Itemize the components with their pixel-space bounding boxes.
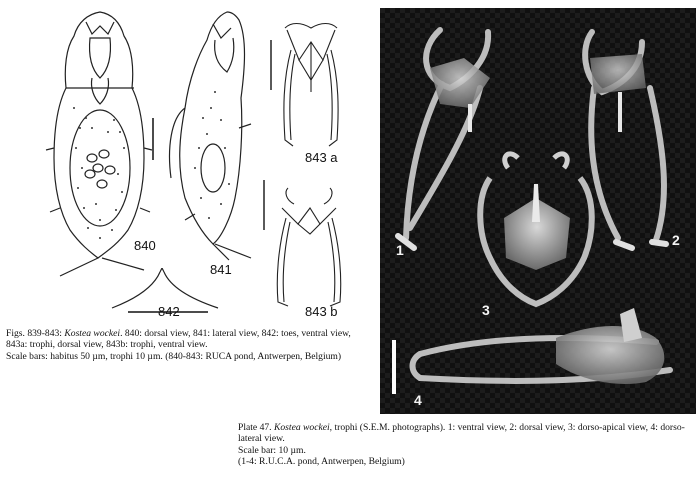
caption-right-text: , trophi (S.E.M. photographs). 1: ventral view, 2: dorsal view, 3: dorso-apical view, 4: dorso-lateral view. — [238, 422, 685, 445]
plate-label-4: 4 — [414, 392, 422, 408]
sem-photograph-composite — [380, 8, 696, 414]
figure-841-lateral-view — [155, 8, 265, 268]
caption-right-species: Kostea wockei — [273, 422, 330, 433]
plate-47-sem-photographs — [380, 8, 696, 414]
caption-right-scale: Scale bar: 10 µm. — [238, 444, 306, 456]
plate-label-1: 1 — [396, 242, 404, 258]
caption-right-prefix: Plate 47. — [238, 422, 274, 433]
caption-plate-47 — [238, 422, 694, 468]
label-842: 842 — [158, 304, 180, 319]
label-843b: 843 b — [305, 304, 338, 319]
caption-left-scale: Scale bars: habitus 50 µm, trophi 10 µm. (840-843: RUCA pond, Antwerpen, Belgium) — [6, 350, 342, 362]
plate-label-3: 3 — [482, 302, 490, 318]
caption-left-species: Kostea wockei — [64, 328, 121, 339]
caption-left-prefix: Figs. 839-843: — [6, 328, 65, 339]
figure-843b-trophi-ventral — [258, 178, 358, 318]
label-843a: 843 a — [305, 150, 338, 165]
label-840: 840 — [134, 238, 156, 253]
caption-right-locality: (1-4: R.U.C.A. pond, Antwerpen, Belgium) — [238, 456, 405, 468]
caption-figs-839-843 — [6, 328, 366, 362]
caption-left-text: . 840: dorsal view, 841: lateral view, 842: toes, ventral view, 843a: trophi, dorsal view, 843b: trophi, ventral view. — [6, 328, 351, 351]
figure-843a-trophi-dorsal — [265, 20, 355, 160]
plate-label-2: 2 — [672, 232, 680, 248]
label-841: 841 — [210, 262, 232, 277]
